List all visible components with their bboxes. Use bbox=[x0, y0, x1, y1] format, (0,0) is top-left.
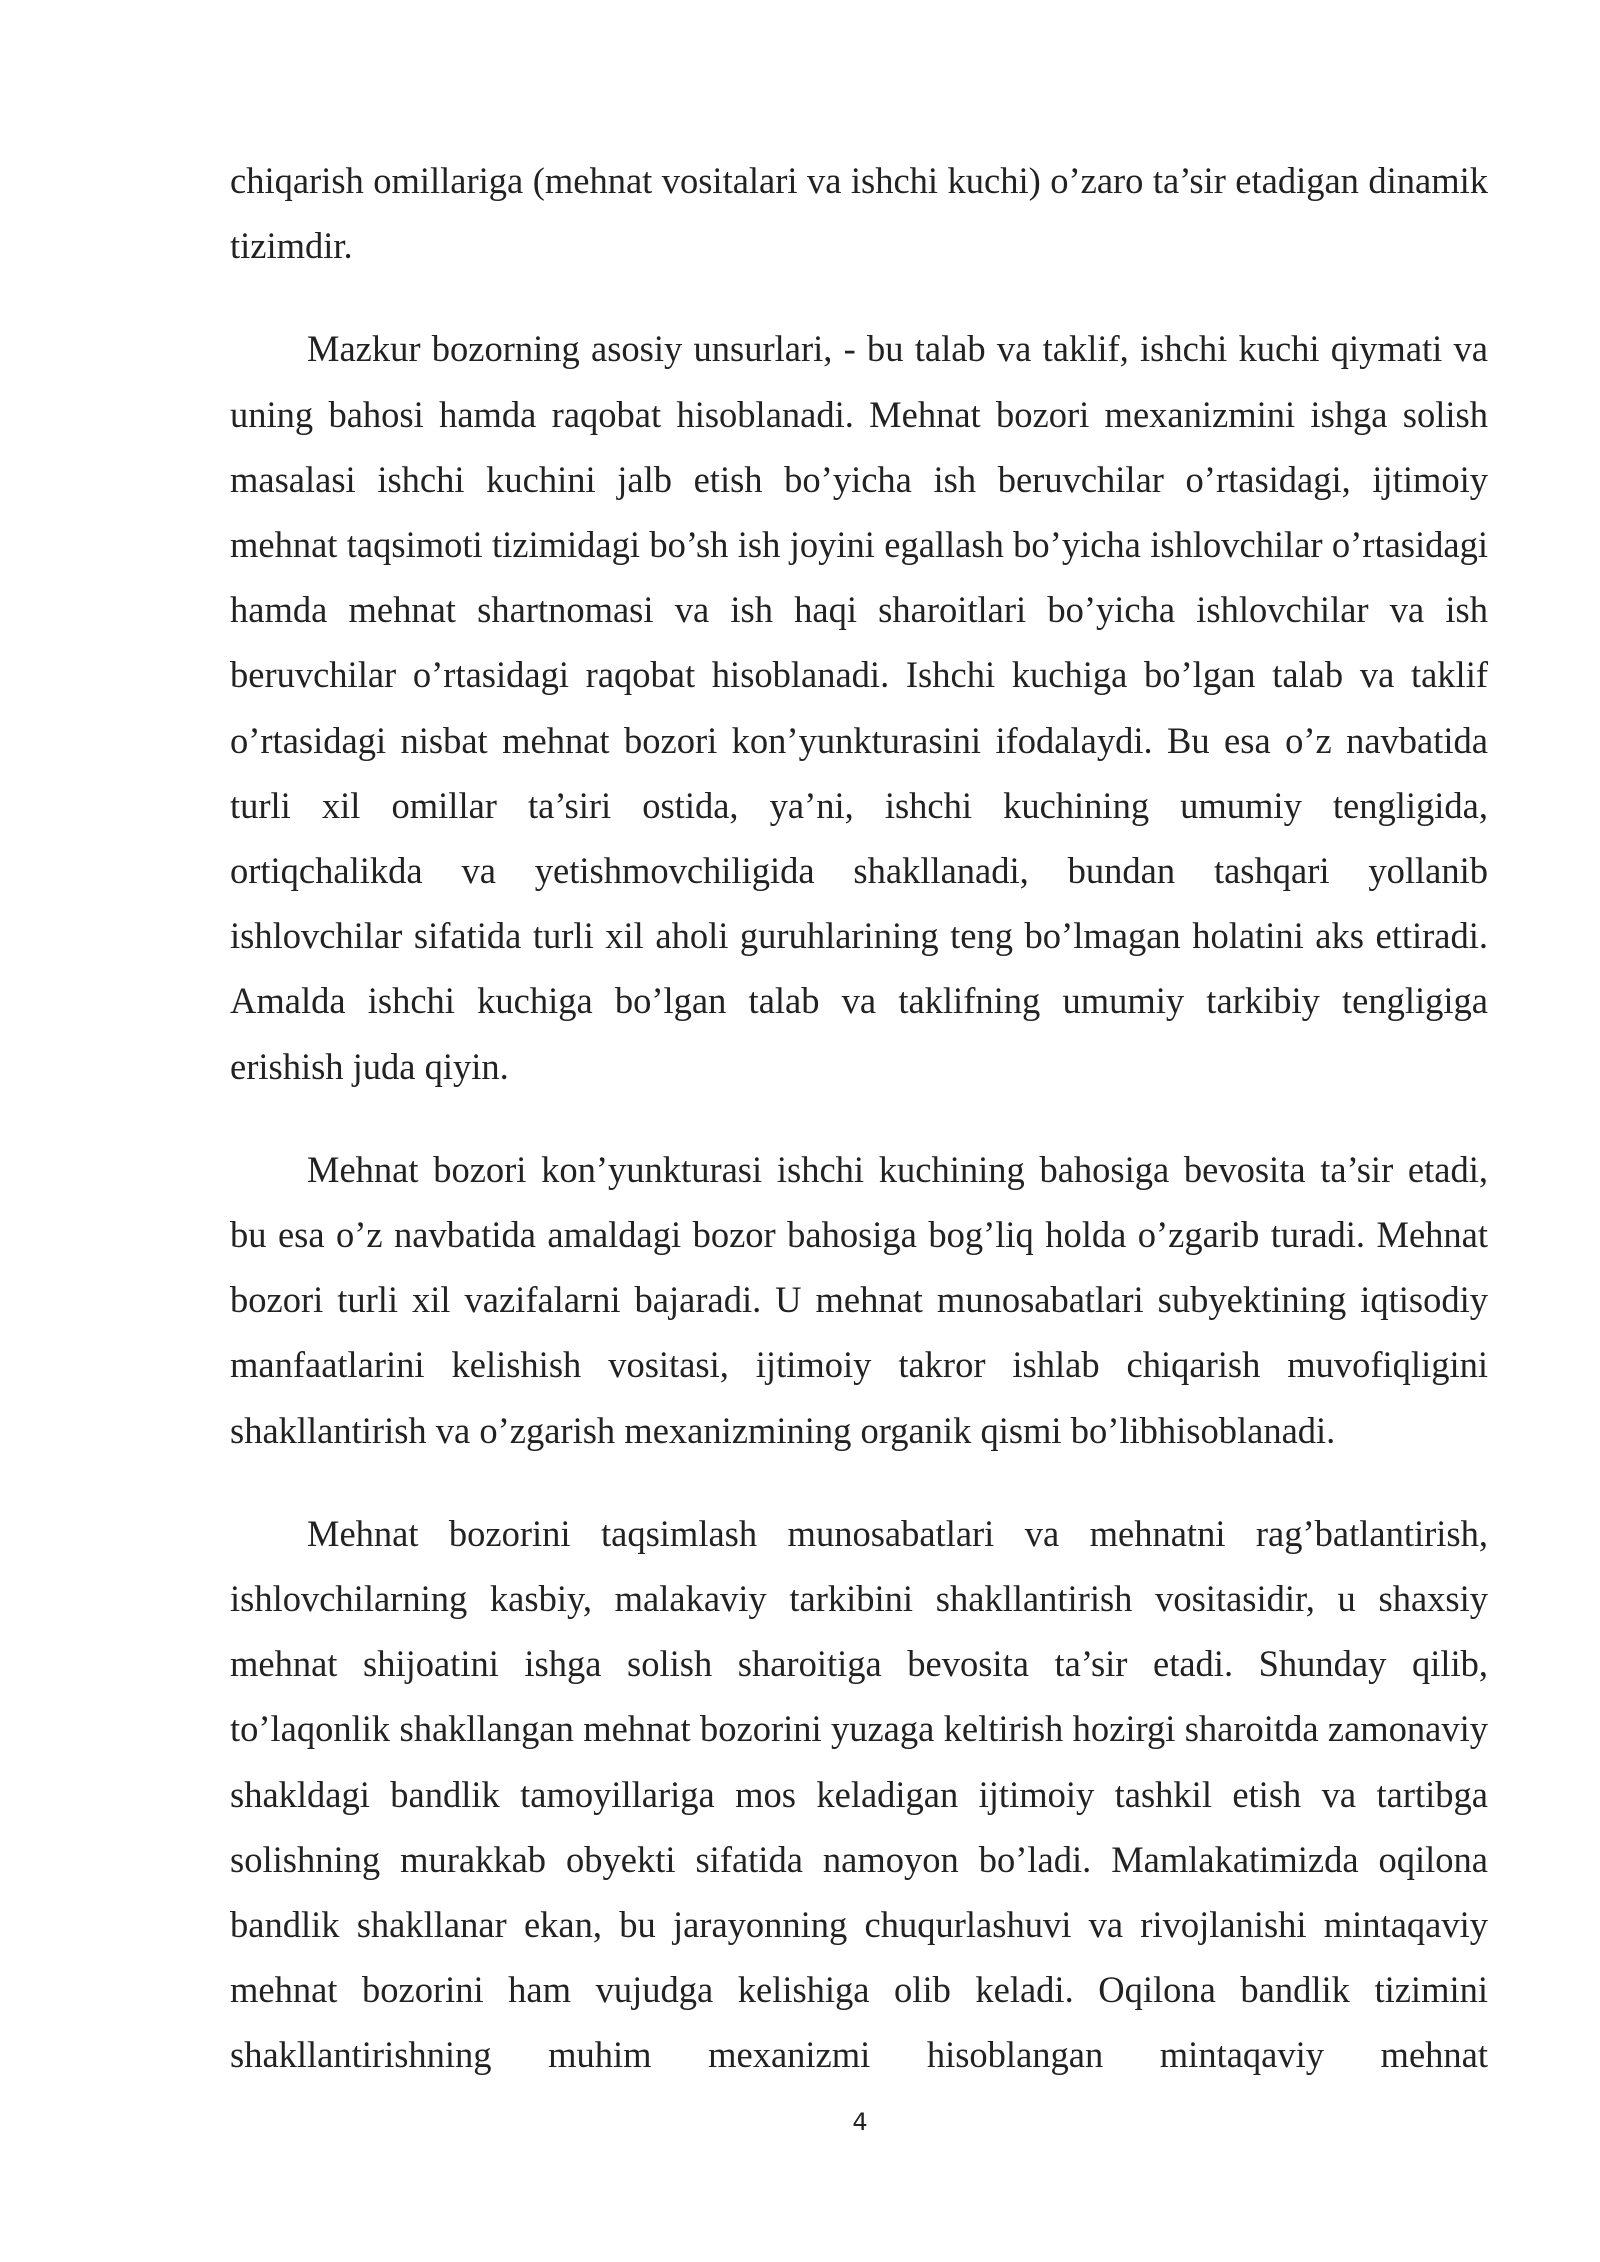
paragraph: Mehnat bozori kon’yunkturasi ishchi kuchining bahosiga bevosita ta’sir etadi, bu esa o’z navbatida amaldagi bozor bahosiga bog’liq holda o’zgarib turadi. Mehnat bozori turli xil vazifalarni bajaradi. U mehnat munosabatlari subyektining iqtisodiy manfaatlarini kelishish vositasi, ijtimoiy takror ishlab chiqarish muvofiqligini shakllantirish va o’zgarish mexanizmining organik qismi bo’libhisoblanadi. bbox=[230, 1148, 1488, 1451]
paragraph: Mazkur bozorning asosiy unsurlari, - bu talab va taklif, ishchi kuchi qiymati va uning bahosi hamda raqobat hisoblanadi. Mehnat bozori mexanizmini ishga solish masalasi ishchi kuchini jalb etish bo’yicha ish beruvchilar o’rtasidagi, ijtimoiy mehnat taqsimoti tizimidagi bo’sh ish joyini egallash bo’yicha ishlovchilar o’rtasidagi hamda mehnat shartnomasi va ish haqi sharoitlari bo’yicha ishlovchilar va ish beruvchilar o’rtasidagi raqobat hisoblanadi. Ishchi kuchiga bo’lgan talab va taklif o’rtasidagi nisbat mehnat bozori kon’yunkturasini ifodalaydi. Bu esa o’z navbatida turli xil omillar ta’siri ostida, ya’ni, ishchi kuchining umumiy tengligida, ortiqchalikda va yetishmovchiligida shakllanadi, bundan tashqari yollanib ishlovchilar sifatida turli xil aholi guruhlarining teng bo’lmagan holatini aks ettiradi. Amalda ishchi kuchiga bo’lgan talab va taklifning umumiy tarkibiy tengligiga erishish juda qiyin. bbox=[230, 328, 1488, 1087]
paragraph: Mehnat bozorini taqsimlash munosabatlari va mehnatni rag’batlantirish, ishlovchilarning kasbiy, malakaviy tarkibini shakllantirish vositasidir, u shaxsiy mehnat shijoatini ishga solish sharoitiga bevosita ta’sir etadi. Shunday qilib, to’laqonlik shakllangan mehnat bozorini yuzaga keltirish hozirgi sharoitda zamonaviy shakldagi bandlik tamoyillariga mos keladigan ijtimoiy tashkil etish va tartibga solishning murakkab obyekti sifatida namoyon bo’ladi. Mamlakatimizda oqilona bandlik shakllanar ekan, bu jarayonning chuqurlashuvi va rivojlanishi mintaqaviy mehnat bozorini ham vujudga kelishiga olib keladi. Oqilona bandlik tizimini shakllantirishning muhim mexanizmi hisoblangan mintaqaviy mehnat bbox=[230, 1512, 1488, 2076]
page-number: 4 bbox=[852, 2108, 868, 2136]
paragraph-continuation: chiqarish omillariga (mehnat vositalari va ishchi kuchi) o’zaro ta’sir etadigan dinamik tizimdir. bbox=[230, 160, 1488, 267]
body-text bbox=[230, 148, 1488, 2088]
